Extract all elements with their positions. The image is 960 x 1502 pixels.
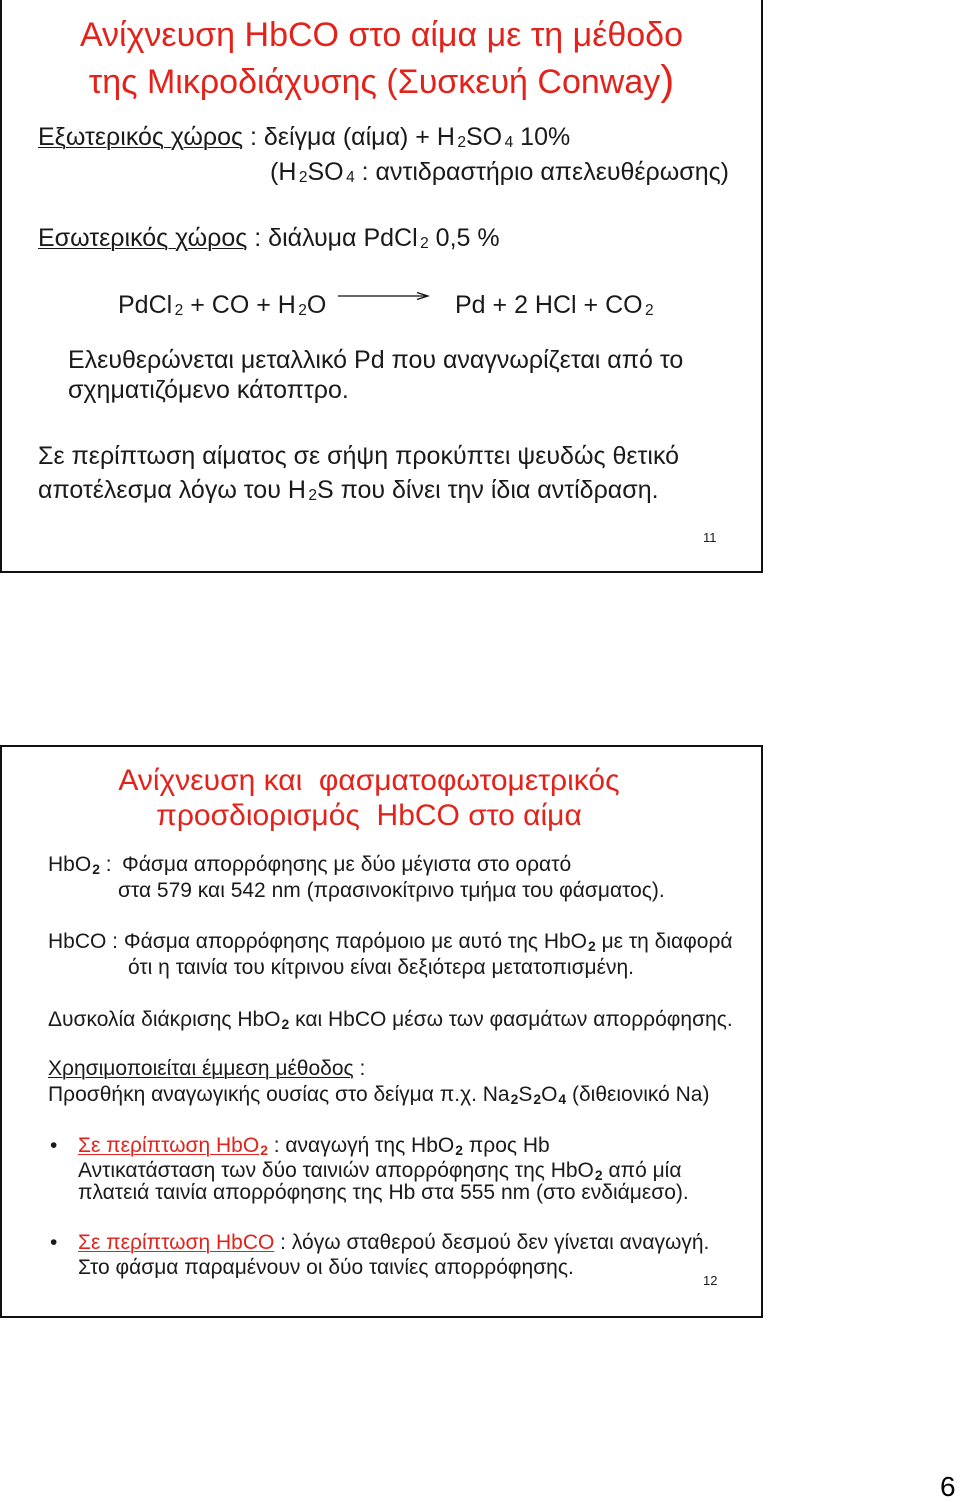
false-positive-line-2 [38, 478, 659, 503]
subscript: 2 [457, 134, 466, 152]
subscript: 2 [308, 487, 317, 505]
outer-space-label: Εξωτερικός χώρος [38, 123, 244, 151]
concentration-text: 10% [513, 123, 571, 151]
bullet-hbco-heading: Σε περίπτωση HbCO [78, 1231, 275, 1254]
formula-text: Pd + 2 HCl + CO [455, 291, 643, 319]
reducing-agent-text: (διθειονικό Na) [566, 1083, 710, 1106]
reducing-agent-text: Προσθήκη αναγωγικής ουσίας στο δείγμα π.χ. Na [48, 1083, 510, 1106]
title-closing-paren: ) [660, 56, 675, 104]
inner-space-text: : διάλυμα PdCl [247, 224, 418, 252]
hbo2-label [48, 854, 112, 875]
formula-text: (H [270, 158, 297, 186]
bullet-hbo2-line-3: πλατειά ταινία απορρόφησης της Hb στα 555 nm (στο ενδιάμεσο). [78, 1181, 689, 1204]
title-line-1: Ανίχνευση και φασματοφωτομετρικός [118, 764, 620, 797]
mirror-note-line-2: σχηματιζόμενο κάτοπτρο. [68, 376, 349, 404]
concentration-text: 0,5 % [428, 224, 500, 252]
bullet-text: : λόγω σταθερού δεσμού δεν γίνεται αναγωγή. [274, 1231, 710, 1254]
hbco-text: HbCO : Φάσμα απορρόφησης παρόμοιο με αυτό της HbO [48, 930, 588, 953]
reducing-agent-line [48, 1084, 709, 1105]
colon: : [99, 853, 112, 876]
false-positive-text: S που δίνει την ίδια αντίδραση. [316, 476, 659, 504]
formula-text: SO [307, 158, 344, 186]
indirect-method-heading [48, 1058, 365, 1079]
indirect-method-label: Χρησιμοποιείται έμμεση μέθοδος [48, 1057, 354, 1080]
false-positive-text: αποτέλεσμα λόγω του H [38, 476, 306, 504]
page-number: 6 [940, 1471, 956, 1502]
formula-text: O [306, 291, 327, 319]
false-positive-line-1: Σε περίπτωση αίματος σε σήψη προκύπτει ψευδώς θετικό [38, 442, 680, 470]
formula-text: SO [466, 123, 503, 151]
hbo2-line-1: Φάσμα απορρόφησης με δύο μέγιστα στο ορατό [122, 853, 572, 876]
bullet-hbo2-line-1 [78, 1135, 550, 1156]
subscript: 2 [298, 169, 308, 187]
release-reagent-line [270, 160, 729, 185]
title-line-2: προσδιορισμός HbCO στο αίμα [156, 799, 582, 832]
bullet-hbo2-line-2 [78, 1160, 682, 1181]
subscript: 2 [594, 1166, 603, 1183]
subscript: 2 [455, 1141, 463, 1158]
bullet-hbco-line-1 [78, 1232, 709, 1253]
subscript: 2 [645, 302, 654, 320]
formula-text: HbO [48, 853, 92, 876]
inner-space-label: Εσωτερικός χώρος [38, 224, 248, 252]
subscript: 2 [260, 1141, 268, 1158]
bullet-text: προς Hb [462, 1134, 550, 1157]
title-line-1: Ανίχνευση HbCO στο αίμα με τη μέθοδο [79, 16, 684, 54]
formula-text: S [518, 1083, 533, 1106]
hbco-text: με τη διαφορά [595, 930, 733, 953]
subscript: 4 [504, 134, 514, 152]
title-line-2 [2, 56, 761, 104]
bullet-hbo2-heading [78, 1134, 268, 1157]
subscript: 4 [558, 1090, 567, 1107]
subscript: 2 [92, 860, 100, 877]
hbco-line-1 [48, 931, 733, 952]
bullet-text: : αναγωγή της HbO [267, 1134, 455, 1157]
inner-space-line [38, 226, 500, 251]
bullet-icon: • [50, 1134, 58, 1157]
hbo2-line-2: στα 579 και 542 nm (πρασινοκίτρινο τμήμα του φάσματος). [118, 879, 665, 902]
bullet-hbco-line-2: Στο φάσμα παραμένουν οι δύο ταινίες απορρόφησης. [78, 1256, 574, 1279]
subscript: 2 [533, 1090, 542, 1107]
heading-text: Σε περίπτωση HbO [78, 1134, 260, 1157]
reaction-products [455, 293, 654, 318]
hbco-line-2: ότι η ταινία του κίτρινου είναι δεξιότερα μετατοπισμένη. [128, 956, 635, 979]
subscript: 2 [281, 1015, 290, 1032]
subscript: 4 [346, 169, 355, 187]
reaction-arrow-icon [338, 290, 430, 302]
formula-text: PdCl [118, 291, 173, 319]
formula-text: O [541, 1083, 558, 1106]
subscript: 2 [174, 302, 184, 320]
bullet-text: Αντικατάσταση των δύο ταινιών απορρόφησης της HbO [78, 1159, 594, 1182]
subscript: 2 [588, 937, 596, 954]
release-reagent-text: : αντιδραστήριο απελευθέρωσης) [354, 158, 730, 186]
formula-text: + CO + H [183, 291, 296, 319]
bullet-icon: • [50, 1231, 58, 1254]
title-line-2-text: της Μικροδιάχυσης (Συσκευή Conway [88, 63, 661, 101]
slide-12 [0, 745, 763, 1318]
slide-number: 12 [703, 1273, 718, 1288]
difficulty-line [48, 1009, 733, 1030]
difficulty-text: Δυσκολία διάκρισης HbO [48, 1008, 281, 1031]
outer-space-text: : δείγμα (αίμα) + H [243, 123, 455, 151]
difficulty-text: και HbCO μέσω των φασμάτων απορρόφησης. [289, 1008, 733, 1031]
slide-number: 11 [703, 530, 717, 545]
slide-11 [0, 0, 763, 573]
bullet-text: από μία [602, 1159, 682, 1182]
mirror-note-line-1: Ελευθερώνεται μεταλλικό Pd που αναγνωρίζεται από το [68, 346, 684, 374]
subscript: 2 [420, 235, 429, 253]
outer-space-line [38, 125, 570, 150]
subscript: 2 [510, 1090, 519, 1107]
reaction-reactants [118, 293, 326, 318]
colon: : [353, 1057, 366, 1080]
subscript: 2 [298, 302, 307, 320]
